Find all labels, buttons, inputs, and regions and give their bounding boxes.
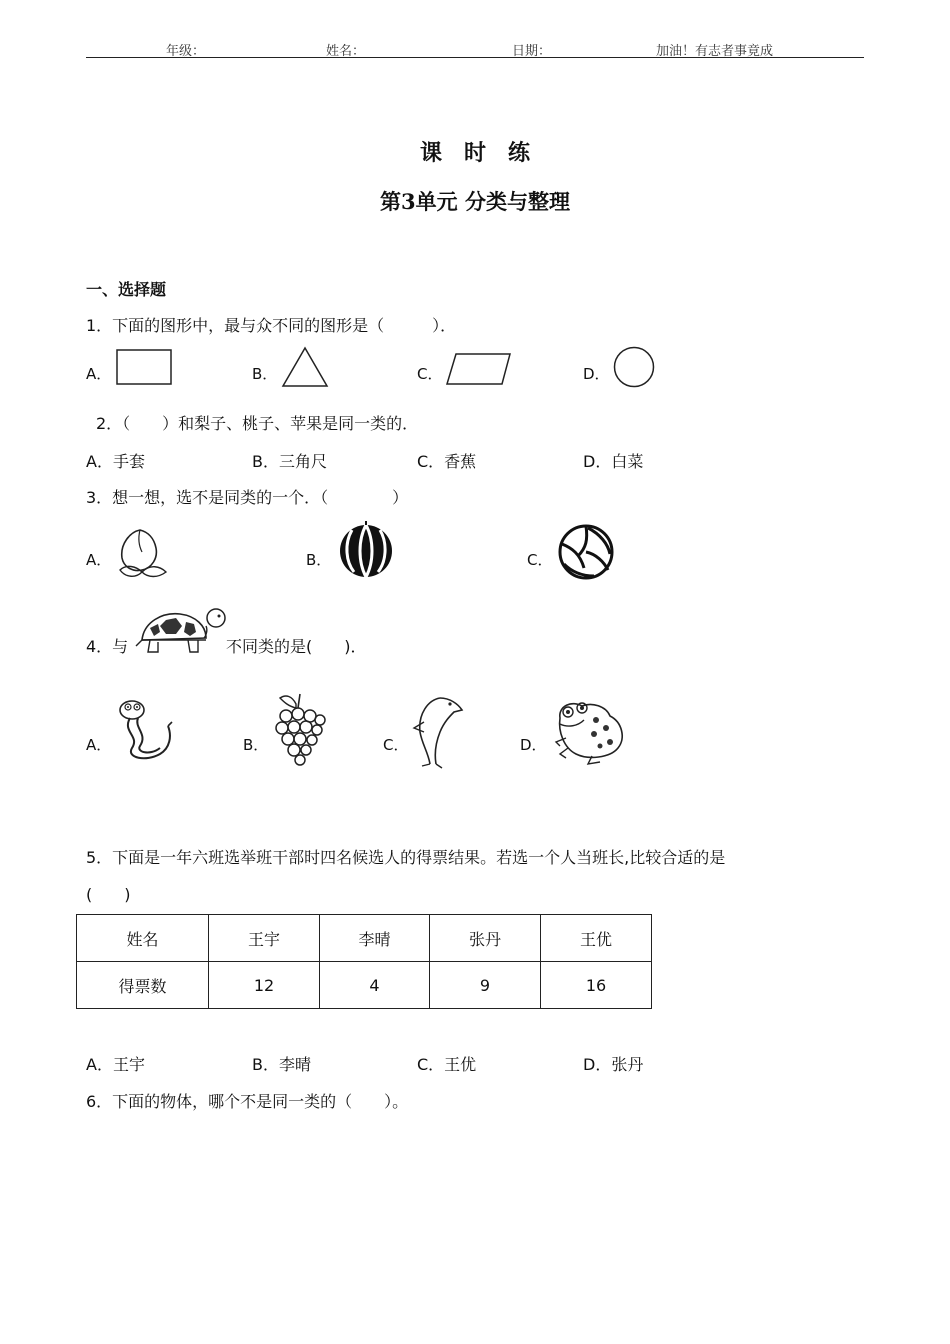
frog-icon [552, 698, 628, 766]
q5-option-a: A．王宇 [86, 1055, 145, 1074]
question-3: 3．想一想，选不是同类的一个．（ ） [86, 488, 409, 507]
q2-option-a: A．手套 [86, 452, 145, 471]
table-header-cell: 姓名 [77, 915, 209, 962]
table-cell: 16 [541, 962, 652, 1009]
table-header-cell: 王优 [541, 915, 652, 962]
table-cell: 12 [209, 962, 320, 1009]
question-5-blank: ( ) [86, 885, 131, 904]
header-date: 日期： [512, 44, 552, 59]
q2-option-b: B．三角尺 [252, 452, 327, 471]
q2-option-d: D．白菜 [583, 452, 644, 471]
circle-shape-icon [613, 346, 655, 388]
question-1: 1．下面的图形中，最与众不同的图形是（ ）． [86, 316, 457, 335]
table-cell: 得票数 [77, 962, 209, 1009]
page-title: 课时练 [419, 140, 552, 166]
table-header-cell: 王宇 [209, 915, 320, 962]
q4-option-d-label: D． [520, 736, 547, 754]
question-2: 2．（ ）和梨子、桃子、苹果是同一类的． [96, 414, 419, 433]
table-header-cell: 李晴 [320, 915, 430, 962]
q2-option-c: C．香蕉 [417, 452, 477, 471]
q1-option-d-label: D． [583, 365, 610, 383]
question-5: 5．下面是一年六班选举班干部时四名候选人的得票结果。若选一个人当班长,比较合适的是 [86, 848, 726, 867]
q3-option-c-label: C． [527, 551, 553, 569]
q5-option-c: C．王优 [417, 1055, 477, 1074]
header-name: 姓名： [326, 44, 366, 59]
votes-table [76, 914, 652, 1009]
header-grade: 年级： [166, 44, 206, 59]
triangle-shape-icon [282, 347, 328, 387]
q4-option-c-label: C． [383, 736, 409, 754]
table-cell: 4 [320, 962, 430, 1009]
section-heading: 一、选择题 [86, 280, 167, 299]
table-row [77, 915, 652, 962]
grapes-icon [272, 690, 328, 768]
snake-icon [116, 696, 178, 766]
header-divider [86, 57, 864, 58]
q1-option-a-label: A． [86, 365, 112, 383]
question-4-suffix: 不同类的是( )． [226, 637, 367, 656]
question-4-prefix: 4．与 [86, 637, 129, 656]
question-6: 6．下面的物体，哪个不是同一类的（ ）。 [86, 1092, 409, 1111]
dolphin-icon [410, 692, 466, 768]
q4-option-b-label: B． [243, 736, 269, 754]
page-subtitle: 第3单元 分类与整理 [380, 189, 570, 214]
parallelogram-shape-icon [446, 353, 512, 385]
table-cell: 9 [430, 962, 541, 1009]
volleyball-icon [558, 524, 614, 580]
table-header-cell: 张丹 [430, 915, 541, 962]
q4-option-a-label: A． [86, 736, 112, 754]
q1-option-c-label: C． [417, 365, 443, 383]
q3-option-b-label: B． [306, 551, 332, 569]
q5-option-d: D．张丹 [583, 1055, 644, 1074]
q5-option-b: B．李晴 [252, 1055, 311, 1074]
watermelon-icon [338, 520, 394, 578]
peach-icon [112, 524, 168, 580]
rectangle-shape-icon [116, 349, 172, 385]
q3-option-a-label: A． [86, 551, 112, 569]
table-row [77, 962, 652, 1009]
turtle-icon [136, 604, 224, 658]
header-motto: 加油！有志者事竟成 [656, 44, 774, 59]
q1-option-b-label: B． [252, 365, 278, 383]
